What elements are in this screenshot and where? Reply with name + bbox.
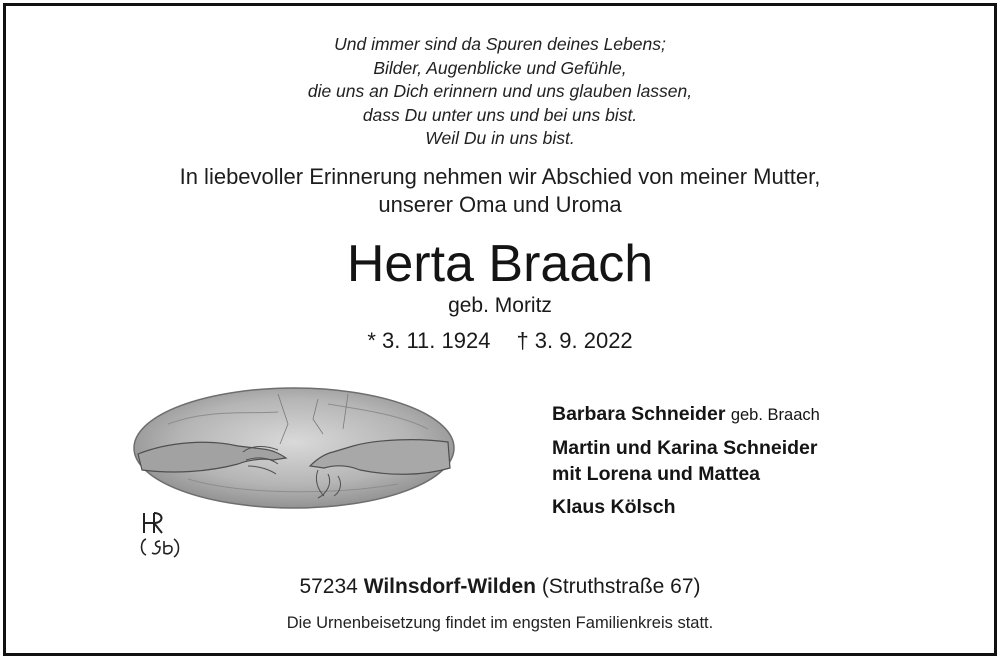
family-entry: mit Lorena und Mattea — [552, 463, 761, 485]
street: (Struthstraße 67) — [541, 575, 701, 598]
obituary-notice — [3, 3, 997, 656]
poem — [6, 33, 994, 151]
family-member-suffix: geb. Braach — [730, 406, 820, 424]
intro-line: unserer Oma und Uroma — [378, 192, 622, 217]
poem-line: die uns an Dich erinnern und uns glauben lassen, — [307, 81, 693, 101]
family-entry — [552, 401, 972, 428]
intro-text — [6, 163, 994, 219]
intro-line: In liebevoller Erinnerung nehmen wir Abschied von meiner Mutter, — [179, 164, 821, 189]
life-dates — [6, 327, 994, 355]
artist-monogram-icon — [138, 509, 180, 559]
poem-line: Bilder, Augenblicke und Gefühle, — [373, 57, 627, 78]
family-member-name: Barbara Schneider — [552, 403, 726, 425]
birth-name: geb. Moritz — [448, 294, 552, 317]
poem-line: dass Du unter uns und bei uns bist. — [362, 104, 638, 125]
postcode: 57234 — [299, 575, 358, 598]
hands-touching-artwork-icon — [128, 384, 464, 514]
poem-line: Weil Du in uns bist. — [425, 128, 575, 148]
death-date: † 3. 9. 2022 — [516, 328, 633, 353]
family-entry: Klaus Kölsch — [552, 496, 676, 518]
family-list — [552, 401, 972, 527]
deceased-name: Herta Braach — [346, 235, 654, 293]
birth-date: * 3. 11. 1924 — [367, 328, 491, 353]
town: Wilnsdorf-Wilden — [363, 575, 536, 598]
poem-line: Und immer sind da Spuren deines Lebens; — [334, 34, 666, 54]
burial-notice: Die Urnenbeisetzung findet im engsten Familienkreis statt. — [286, 614, 714, 632]
family-entry: Martin und Karina Schneider — [552, 437, 818, 459]
address — [6, 574, 994, 600]
